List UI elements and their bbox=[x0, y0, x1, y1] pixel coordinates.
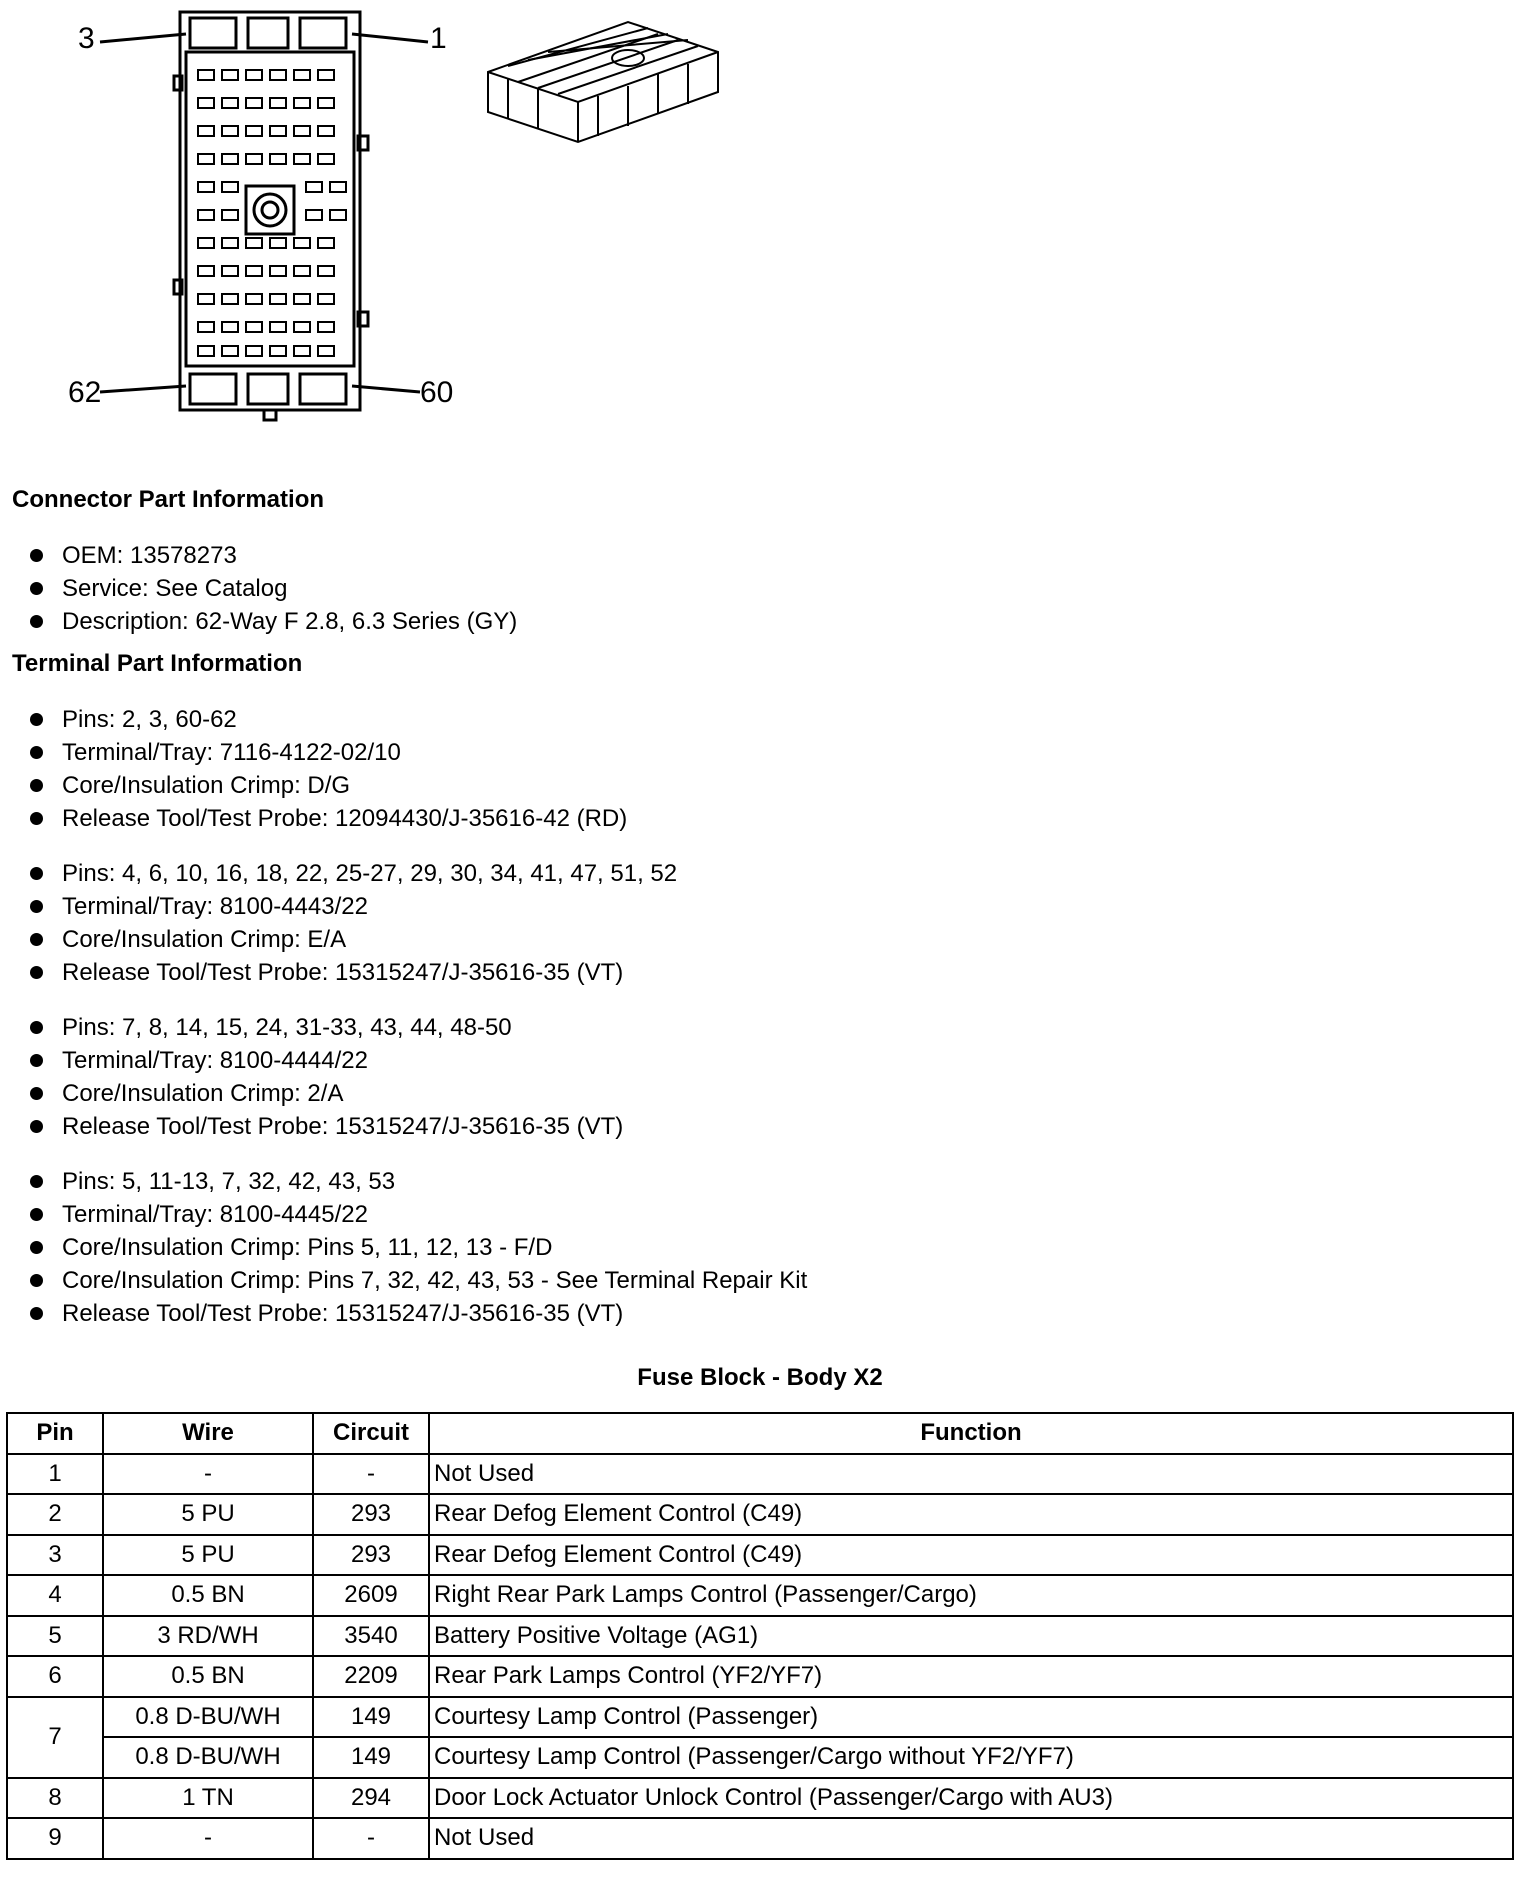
table-row bbox=[7, 1575, 1513, 1616]
cell-wire: - bbox=[103, 1454, 313, 1495]
table-row bbox=[7, 1454, 1513, 1495]
list-item: Terminal/Tray: 8100-4444/22 bbox=[0, 1044, 623, 1077]
table-header-row bbox=[7, 1413, 1513, 1454]
table-row bbox=[7, 1818, 1513, 1859]
cell-circuit: - bbox=[313, 1454, 429, 1495]
cell-wire: 0.8 D-BU/WH bbox=[103, 1697, 313, 1738]
list-item: Core/Insulation Crimp: D/G bbox=[0, 769, 627, 802]
cell-wire: 1 TN bbox=[103, 1778, 313, 1819]
pin-label-60: 60 bbox=[420, 376, 454, 409]
cell-function: Rear Park Lamps Control (YF2/YF7) bbox=[429, 1656, 1513, 1697]
cell-function: Rear Defog Element Control (C49) bbox=[429, 1535, 1513, 1576]
table-row bbox=[7, 1697, 1513, 1738]
list-item: Pins: 5, 11-13, 7, 32, 42, 43, 53 bbox=[0, 1165, 807, 1198]
list-item: Release Tool/Test Probe: 15315247/J-35616-35 (VT) bbox=[0, 1110, 623, 1143]
list-item: Core/Insulation Crimp: Pins 7, 32, 42, 43, 53 - See Terminal Repair Kit bbox=[0, 1264, 807, 1297]
terminal-info-heading: Terminal Part Information bbox=[12, 650, 303, 677]
list-item: Pins: 2, 3, 60-62 bbox=[0, 703, 627, 736]
terminal-group-2 bbox=[0, 857, 677, 989]
connector-isometric-drawing bbox=[478, 12, 738, 152]
list-item: Core/Insulation Crimp: Pins 5, 11, 12, 13 - F/D bbox=[0, 1231, 807, 1264]
cell-pin: 5 bbox=[7, 1616, 103, 1657]
terminal-group-4 bbox=[0, 1165, 807, 1330]
header-pin: Pin bbox=[7, 1413, 103, 1454]
cell-circuit: 149 bbox=[313, 1697, 429, 1738]
cell-function: Courtesy Lamp Control (Passenger) bbox=[429, 1697, 1513, 1738]
connector-info-heading: Connector Part Information bbox=[12, 486, 325, 513]
cell-function: Not Used bbox=[429, 1818, 1513, 1859]
terminal-group-3 bbox=[0, 1011, 623, 1143]
cell-pin: 6 bbox=[7, 1656, 103, 1697]
cell-pin: 1 bbox=[7, 1454, 103, 1495]
cell-wire: 3 RD/WH bbox=[103, 1616, 313, 1657]
pin-label-62: 62 bbox=[68, 376, 102, 409]
cell-circuit: 294 bbox=[313, 1778, 429, 1819]
cell-circuit: 2209 bbox=[313, 1656, 429, 1697]
cell-wire: 0.5 BN bbox=[103, 1656, 313, 1697]
cell-function: Rear Defog Element Control (C49) bbox=[429, 1494, 1513, 1535]
pin-label-1: 1 bbox=[430, 22, 447, 55]
cell-wire: 0.8 D-BU/WH bbox=[103, 1737, 313, 1778]
cell-circuit: 293 bbox=[313, 1535, 429, 1576]
list-item: Release Tool/Test Probe: 12094430/J-35616-42 (RD) bbox=[0, 802, 627, 835]
list-item: Terminal/Tray: 8100-4445/22 bbox=[0, 1198, 807, 1231]
list-item: Service: See Catalog bbox=[0, 572, 517, 605]
cell-pin: 4 bbox=[7, 1575, 103, 1616]
cell-function: Right Rear Park Lamps Control (Passenger/Cargo) bbox=[429, 1575, 1513, 1616]
table-row bbox=[7, 1737, 1513, 1778]
table-row bbox=[7, 1656, 1513, 1697]
terminal-group-1 bbox=[0, 703, 627, 835]
cell-function: Courtesy Lamp Control (Passenger/Cargo without YF2/YF7) bbox=[429, 1737, 1513, 1778]
list-item: Core/Insulation Crimp: E/A bbox=[0, 923, 677, 956]
cell-function: Battery Positive Voltage (AG1) bbox=[429, 1616, 1513, 1657]
list-item: Release Tool/Test Probe: 15315247/J-35616-35 (VT) bbox=[0, 1297, 807, 1330]
cell-pin: 7 bbox=[7, 1697, 103, 1778]
table-row bbox=[7, 1616, 1513, 1657]
cell-function: Door Lock Actuator Unlock Control (Passenger/Cargo with AU3) bbox=[429, 1778, 1513, 1819]
cell-pin: 3 bbox=[7, 1535, 103, 1576]
list-item: Release Tool/Test Probe: 15315247/J-35616-35 (VT) bbox=[0, 956, 677, 989]
list-item: Pins: 7, 8, 14, 15, 24, 31-33, 43, 44, 48-50 bbox=[0, 1011, 623, 1044]
table-row bbox=[7, 1778, 1513, 1819]
cell-wire: 5 PU bbox=[103, 1494, 313, 1535]
list-item: Core/Insulation Crimp: 2/A bbox=[0, 1077, 623, 1110]
cell-pin: 9 bbox=[7, 1818, 103, 1859]
cell-wire: 0.5 BN bbox=[103, 1575, 313, 1616]
cell-wire: 5 PU bbox=[103, 1535, 313, 1576]
connector-info-list bbox=[0, 539, 517, 638]
cell-circuit: 2609 bbox=[313, 1575, 429, 1616]
header-circuit: Circuit bbox=[313, 1413, 429, 1454]
pin-table bbox=[6, 1412, 1514, 1860]
connector-diagram bbox=[0, 0, 760, 430]
list-item: Terminal/Tray: 8100-4443/22 bbox=[0, 890, 677, 923]
header-wire: Wire bbox=[103, 1413, 313, 1454]
list-item: OEM: 13578273 bbox=[0, 539, 517, 572]
cell-circuit: 293 bbox=[313, 1494, 429, 1535]
cell-pin: 8 bbox=[7, 1778, 103, 1819]
cell-wire: - bbox=[103, 1818, 313, 1859]
cell-pin: 2 bbox=[7, 1494, 103, 1535]
table-title: Fuse Block - Body X2 bbox=[637, 1364, 883, 1391]
table-row bbox=[7, 1535, 1513, 1576]
list-item: Terminal/Tray: 7116-4122-02/10 bbox=[0, 736, 627, 769]
cell-circuit: 3540 bbox=[313, 1616, 429, 1657]
cell-circuit: 149 bbox=[313, 1737, 429, 1778]
pin-label-3: 3 bbox=[78, 22, 95, 55]
table-row bbox=[7, 1494, 1513, 1535]
list-item: Description: 62-Way F 2.8, 6.3 Series (GY) bbox=[0, 605, 517, 638]
cell-circuit: - bbox=[313, 1818, 429, 1859]
cell-function: Not Used bbox=[429, 1454, 1513, 1495]
header-function: Function bbox=[429, 1413, 1513, 1454]
list-item: Pins: 4, 6, 10, 16, 18, 22, 25-27, 29, 30, 34, 41, 47, 51, 52 bbox=[0, 857, 677, 890]
